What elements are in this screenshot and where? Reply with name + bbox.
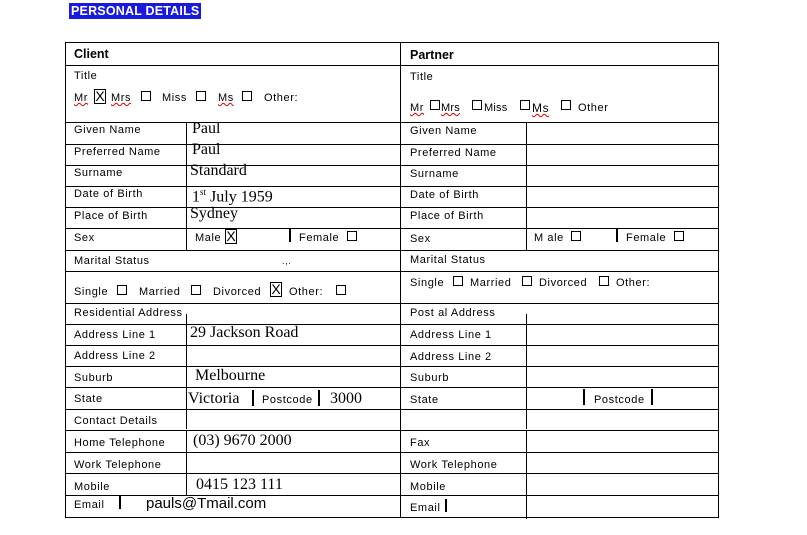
client-postcode-value[interactable]: 3000 <box>330 390 362 407</box>
partner-title-miss-checkbox[interactable] <box>520 100 530 110</box>
partner-state-label: State <box>410 394 439 406</box>
partner-marital-married: Married <box>470 277 512 289</box>
client-dob-label: Date of Birth <box>74 188 143 200</box>
client-title-miss: Miss <box>162 92 188 104</box>
client-state-label: State <box>74 393 103 405</box>
text-cursor <box>252 390 254 406</box>
client-sex-male-checkbox[interactable]: X <box>226 228 236 244</box>
client-title-ms: Ms <box>218 92 234 104</box>
marital-mark: .,. <box>282 256 292 266</box>
client-single-checkbox[interactable] <box>117 285 127 295</box>
client-sex-female: Female <box>299 232 340 244</box>
contact-details-label: Contact Details <box>74 415 158 427</box>
client-suburb-value[interactable]: Melbourne <box>195 367 266 384</box>
client-email-value[interactable]: pauls@Tmail.com <box>146 495 267 512</box>
text-cursor <box>583 389 585 405</box>
client-title-label: Title <box>74 70 98 82</box>
client-email-label: Email <box>74 499 105 511</box>
client-marital-married: Married <box>139 286 181 298</box>
partner-title-ms-checkbox[interactable] <box>561 100 571 110</box>
client-work-tel-label: Work Telephone <box>74 459 162 471</box>
client-title-mr: Mr <box>74 92 89 104</box>
partner-marital-divorced: Divorced <box>539 277 588 289</box>
partner-divorced-checkbox[interactable] <box>599 276 609 286</box>
client-sex-female-checkbox[interactable] <box>347 231 357 241</box>
partner-marital-single: Single <box>410 277 445 289</box>
partner-title-other: Other <box>578 102 609 114</box>
client-title-other: Other: <box>264 92 299 104</box>
partner-addr1-label: Address Line 1 <box>410 329 492 341</box>
client-divorced-checkbox[interactable]: X <box>271 281 281 297</box>
client-sex-label: Sex <box>74 232 95 244</box>
partner-title-mr-checkbox[interactable] <box>430 100 440 110</box>
client-pob-label: Place of Birth <box>74 210 148 222</box>
partner-header: Partner <box>410 48 454 62</box>
client-marital-other: Other: <box>289 286 324 298</box>
client-header: Client <box>74 47 109 61</box>
client-preferred-name-label: Preferred Name <box>74 146 161 158</box>
partner-suburb-label: Suburb <box>410 372 450 384</box>
client-marital-single: Single <box>74 286 109 298</box>
section-heading: PERSONAL DETAILS <box>71 4 200 18</box>
partner-email-label: Email <box>410 502 441 514</box>
client-title-ms-checkbox[interactable] <box>242 91 252 101</box>
client-given-name-label: Given Name <box>74 124 142 136</box>
partner-sex-female: Female <box>626 232 667 244</box>
client-married-checkbox[interactable] <box>191 285 201 295</box>
partner-fax-label: Fax <box>410 437 431 449</box>
client-surname-label: Surname <box>74 167 123 179</box>
client-pob-value[interactable]: Sydney <box>190 205 238 222</box>
client-state-value[interactable]: Victoria <box>188 390 240 407</box>
text-cursor <box>289 228 291 242</box>
partner-sex-male-checkbox[interactable] <box>571 231 581 241</box>
partner-dob-label: Date of Birth <box>410 189 479 201</box>
client-addr2-label: Address Line 2 <box>74 350 156 362</box>
client-marital-label: Marital Status <box>74 255 150 267</box>
client-sex-male: Male <box>195 232 222 244</box>
text-cursor <box>445 499 447 512</box>
client-preferred-name-value[interactable]: Paul <box>192 141 221 158</box>
partner-married-checkbox[interactable] <box>522 276 532 286</box>
client-title-mr-checkbox[interactable]: X <box>95 88 105 104</box>
partner-given-name-label: Given Name <box>410 125 478 137</box>
partner-title-miss: Miss <box>484 102 508 114</box>
text-cursor <box>318 390 320 406</box>
partner-pob-label: Place of Birth <box>410 210 484 222</box>
partner-work-tel-label: Work Telephone <box>410 459 498 471</box>
partner-marital-label: Marital Status <box>410 254 486 266</box>
partner-single-checkbox[interactable] <box>453 276 463 286</box>
partner-value-divider <box>526 314 527 429</box>
client-home-tel-value[interactable]: (03) 9670 2000 <box>193 432 292 449</box>
postal-address-label: Post al Address <box>410 307 496 319</box>
client-mobile-value[interactable]: 0415 123 111 <box>196 476 283 493</box>
client-marital-divorced: Divorced <box>213 286 262 298</box>
text-cursor <box>651 389 653 405</box>
partner-preferred-name-label: Preferred Name <box>410 147 497 159</box>
partner-sex-female-checkbox[interactable] <box>674 231 684 241</box>
partner-postcode-label: Postcode <box>594 394 645 406</box>
client-suburb-label: Suburb <box>74 372 114 384</box>
client-value-divider <box>186 431 187 495</box>
client-title-mrs: Mrs <box>111 92 132 104</box>
partner-sex-male: M ale <box>534 232 564 244</box>
partner-value-divider <box>526 431 527 519</box>
partner-title-ms: Ms <box>532 101 550 115</box>
client-title-mrs-checkbox[interactable] <box>141 91 151 101</box>
text-cursor <box>119 496 121 509</box>
text-cursor <box>616 228 618 242</box>
client-surname-value[interactable]: Standard <box>190 162 247 179</box>
client-addr1-value[interactable]: 29 Jackson Road <box>190 324 299 341</box>
residential-address-label: Residential Address <box>74 307 183 319</box>
partner-addr2-label: Address Line 2 <box>410 351 492 363</box>
client-title-miss-checkbox[interactable] <box>196 91 206 101</box>
client-home-tel-label: Home Telephone <box>74 437 166 449</box>
column-divider <box>400 43 401 518</box>
client-value-divider <box>186 314 187 429</box>
partner-title-mrs-checkbox[interactable] <box>472 100 482 110</box>
client-mobile-label: Mobile <box>74 481 111 493</box>
partner-marital-other: Other: <box>616 277 651 289</box>
partner-mobile-label: Mobile <box>410 481 447 493</box>
client-other-checkbox[interactable] <box>336 285 346 295</box>
partner-sex-label: Sex <box>410 233 431 245</box>
client-dob-value[interactable]: 1st July 1959 <box>192 187 273 206</box>
partner-surname-label: Surname <box>410 168 459 180</box>
client-postcode-label: Postcode <box>262 394 313 406</box>
partner-title-mrs: Mrs <box>441 102 460 114</box>
client-given-name-value[interactable]: Paul <box>192 120 221 137</box>
partner-title-label: Title <box>410 71 434 83</box>
partner-title-mr: Mr <box>410 102 425 114</box>
client-addr1-label: Address Line 1 <box>74 329 156 341</box>
